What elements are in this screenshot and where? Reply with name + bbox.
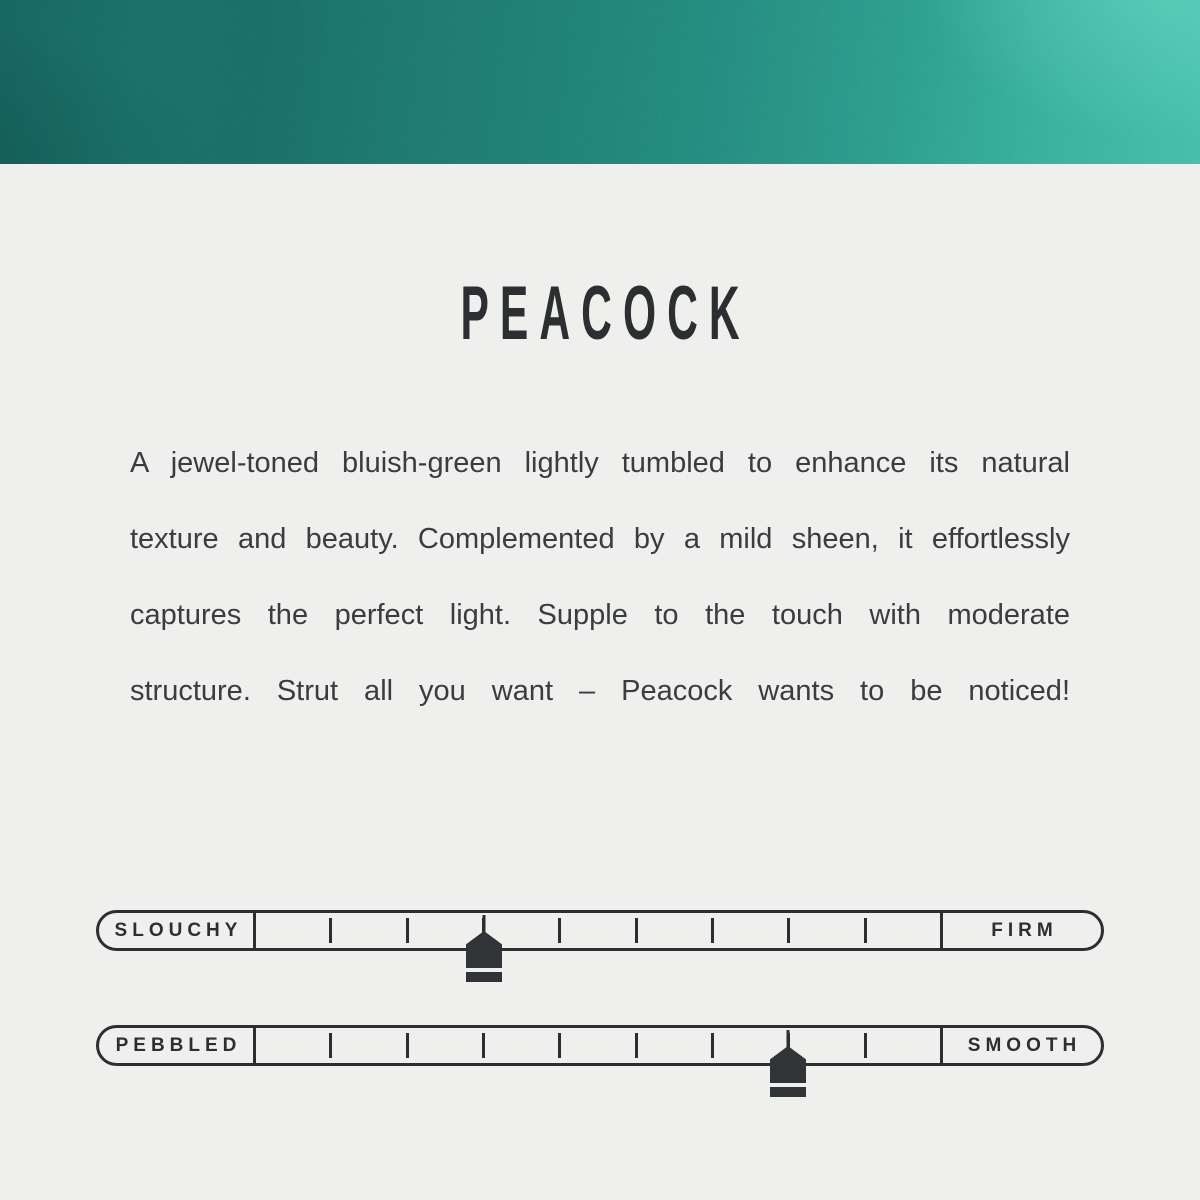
page-title [0,271,1200,356]
scale-track [256,1028,940,1063]
tick-mark [864,918,867,943]
description-line: texture and beauty. Complemented by a mild sheen, it effortlessly [130,523,1070,555]
leather-swatch-photo [0,0,1200,164]
slider-marker [466,931,502,982]
page-title-text: PEACOCK [460,271,751,356]
tick-mark [329,1033,332,1058]
marker-head-icon [770,1046,806,1083]
tick-mark [406,918,409,943]
tick-mark [635,1033,638,1058]
tick-mark [329,918,332,943]
description-paragraph [130,425,1070,729]
scale-right-label: FIRM [940,913,1101,948]
tick-mark [558,918,561,943]
scale-right-label: SMOOTH [940,1028,1101,1063]
description-line: A jewel-toned bluish-green lightly tumbled to enhance its natural [130,447,1070,479]
description-line: structure. Strut all you want – Peacock wants to be noticed! [130,675,1070,707]
marker-stem [483,915,486,933]
tick-mark [787,918,790,943]
tick-mark [406,1033,409,1058]
slider-marker [770,1046,806,1097]
tick-mark [482,1033,485,1058]
marker-base [770,1087,806,1097]
slouchy-firm-scale [96,910,1104,951]
tick-mark [558,1033,561,1058]
marker-stem [787,1030,790,1048]
tick-mark [635,918,638,943]
marker-head-icon [466,931,502,968]
scale-left-label: SLOUCHY [99,913,256,948]
attribute-scales [96,910,1104,1066]
scale-left-label: PEBBLED [99,1028,256,1063]
tick-mark [864,1033,867,1058]
marker-base [466,972,502,982]
description-line: captures the perfect light. Supple to the touch with moderate [130,599,1070,631]
pebbled-smooth-scale [96,1025,1104,1066]
scale-track [256,913,940,948]
tick-mark [711,1033,714,1058]
leather-grain-texture [0,0,1200,164]
tick-mark [711,918,714,943]
